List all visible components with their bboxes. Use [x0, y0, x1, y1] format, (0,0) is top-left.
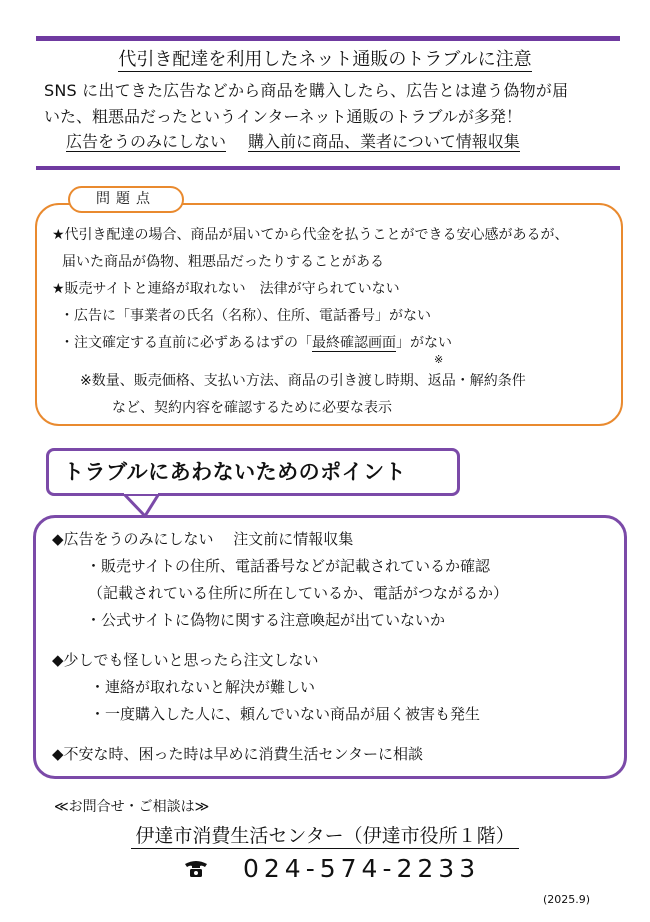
problem-line-3: ★販売サイトと連絡が取れない 法律が守られていない	[52, 281, 400, 297]
consumer-center-name	[0, 823, 650, 849]
problem-line-5	[60, 333, 452, 353]
reference-mark: ※	[434, 353, 444, 366]
point-item-3: ◆不安な時、困った時は早めに消費生活センターに相談	[52, 745, 423, 763]
problem-line-4: ・広告に「事業者の氏名（名称）、住所、電話番号」がない	[60, 308, 431, 324]
point-item-1: ◆広告をうのみにしない 注文前に情報収集	[52, 530, 354, 548]
intro-line-1: SNS に出てきた広告などから商品を購入したら、広告とは違う偽物が届	[44, 81, 569, 100]
header-bottom-rule	[36, 166, 620, 170]
point-item-1-sub-1: ・販売サイトの住所、電話番号などが記載されているか確認	[86, 557, 490, 575]
point-item-1-sub-2: （記載されている住所に所在しているか、電話がつながるか）	[88, 584, 509, 602]
final-confirmation-screen: 最終確認画面	[312, 335, 396, 351]
consumer-center-name-text: 伊達市消費生活センター（伊達市役所１階）	[131, 825, 518, 849]
problem-note-2: など、契約内容を確認するために必要な表示	[112, 400, 392, 416]
issue-date: (2025.9)	[543, 893, 591, 906]
problem-line-2: 届いた商品が偽物、粗悪品だったりすることがある	[62, 254, 384, 270]
intro-line-2: いた、粗悪品だったというインターネット通販のトラブルが多発！	[44, 107, 522, 126]
top-rule	[36, 36, 620, 41]
contact-heading: ≪お問合せ・ご相談は≫	[54, 799, 210, 815]
point-item-2-sub-1: ・連絡が取れないと解決が難しい	[90, 678, 316, 696]
point-item-2: ◆少しでも怪しいと思ったら注文しない	[52, 651, 319, 669]
tip-research-before-purchase: 購入前に商品、業者について情報収集	[248, 132, 520, 151]
point-item-1-sub-3: ・公式サイトに偽物に関する注意喚起が出ていないか	[86, 611, 445, 629]
intro-text	[44, 78, 624, 130]
key-tips	[66, 130, 520, 154]
point-item-2-sub-2: ・一度購入した人に、頼んでいない商品が届く被害も発生	[90, 705, 481, 723]
page-title	[0, 48, 650, 72]
problem-line-5-end: 」がない	[396, 335, 452, 351]
telephone-icon	[183, 857, 209, 879]
points-banner: トラブルにあわないためのポイント	[46, 448, 460, 496]
problem-line-5-start: ・注文確定する直前に必ずあるはずの「	[60, 335, 312, 351]
problem-note-1: ※数量、販売価格、支払い方法、商品の引き渡し時期、返品・解約条件	[80, 373, 526, 389]
tip-no-blind-trust: 広告をうのみにしない	[66, 132, 227, 151]
page-title-text: 代引き配達を利用したネット通販のトラブルに注意	[118, 49, 532, 70]
problems-tab: 問題点	[68, 186, 184, 213]
phone-number[interactable]: 024-574-2233	[243, 854, 481, 883]
problem-line-1: ★代引き配達の場合、商品が届いてから代金を払うことができる安心感があるが、	[52, 227, 569, 243]
